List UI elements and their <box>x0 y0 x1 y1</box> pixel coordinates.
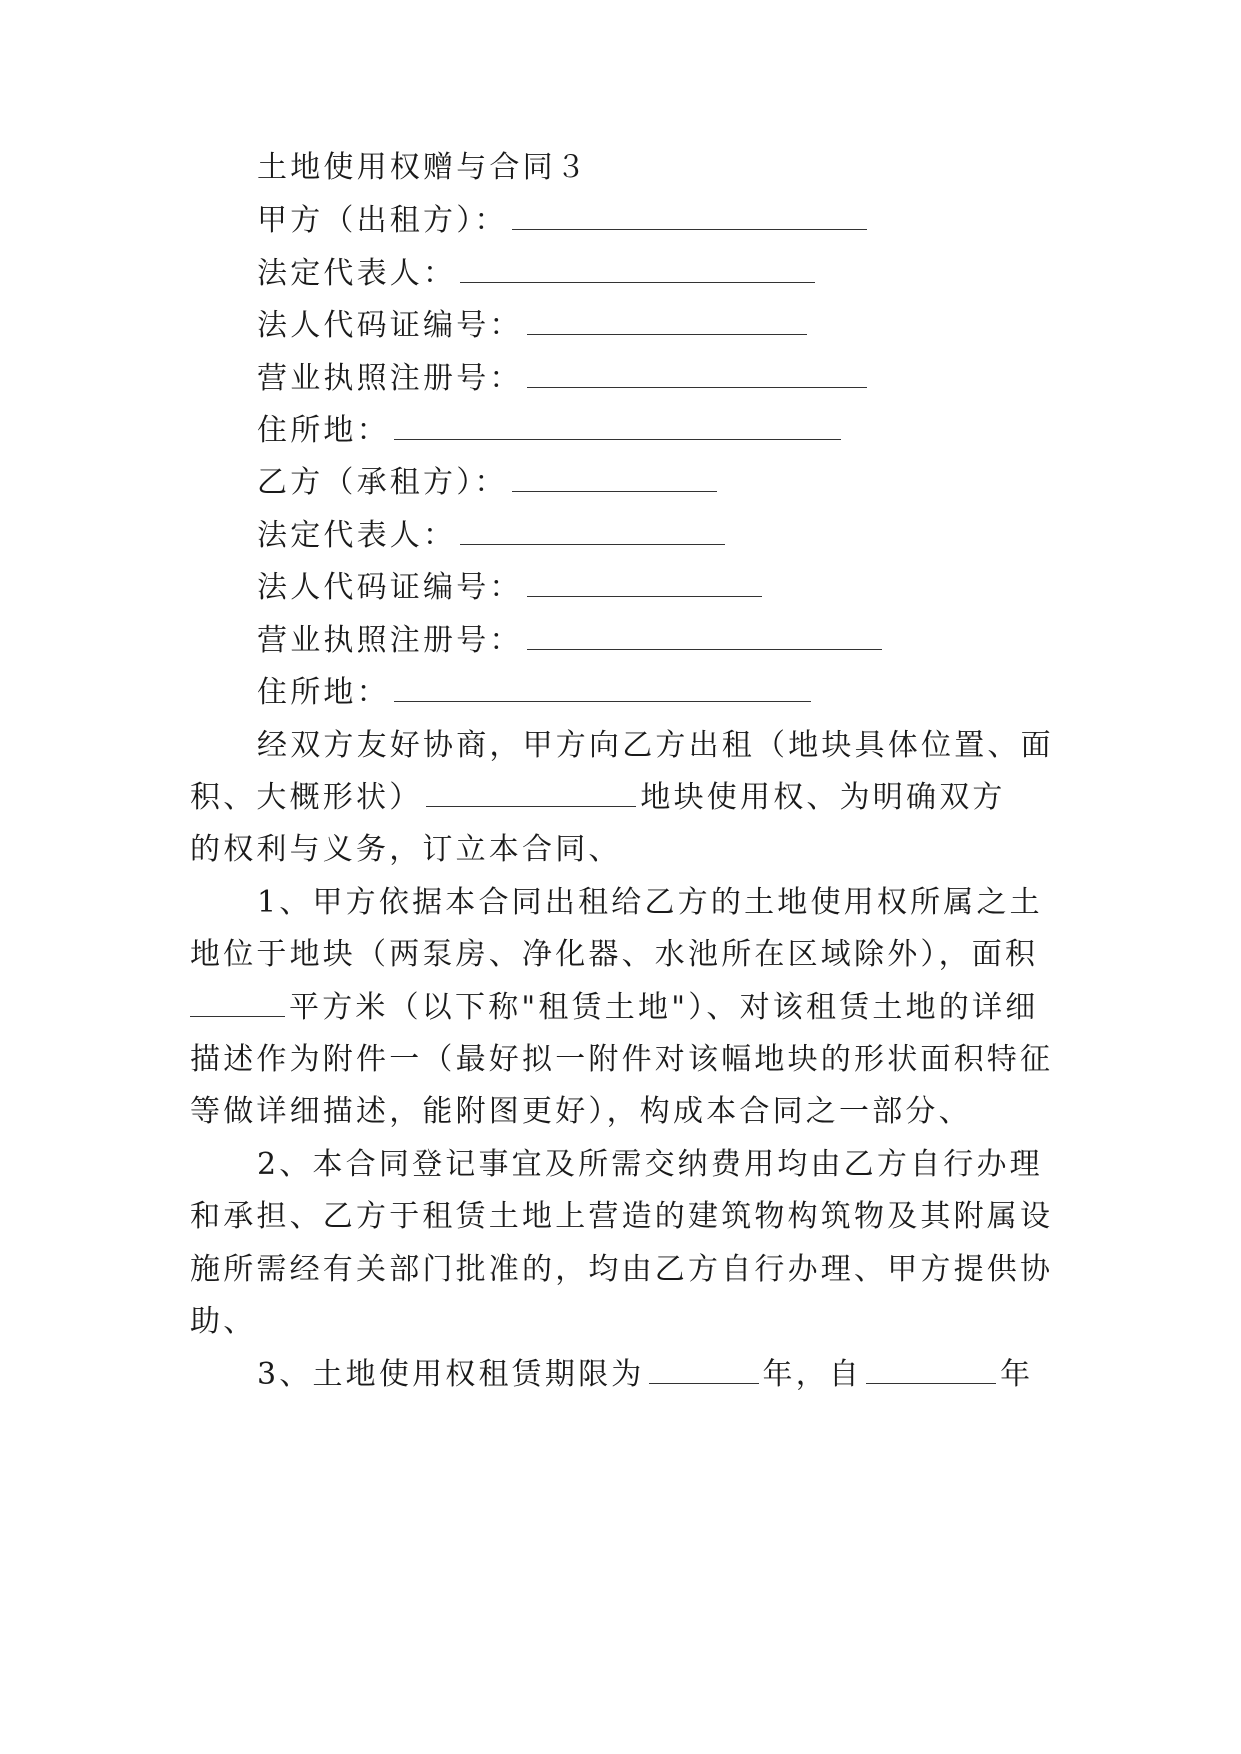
clause2-line-1: 2、本合同登记事宜及所需交纳费用均由乙方自行办理 <box>257 1147 1043 1182</box>
party-b-license-row <box>257 621 882 661</box>
party-a-address-row <box>257 411 841 451</box>
start-year-blank[interactable] <box>866 1359 996 1384</box>
party-a-blank[interactable] <box>512 205 867 230</box>
party-a-rep-row <box>257 254 815 294</box>
clause1-line-5: 等做详细描述，能附图更好），构成本合同之一部分、 <box>190 1094 972 1129</box>
party-b-rep-blank[interactable] <box>460 520 725 545</box>
clause1-line-3-text: 平方米（以下称"租赁土地"）、对该租赁土地的详细 <box>289 990 1039 1025</box>
party-b-code-label: 法人代码证编号： <box>257 570 523 605</box>
intro-line-2-b: 地块使用权、为明确双方 <box>640 780 1006 815</box>
clause1-line-3 <box>190 988 1038 1028</box>
party-a-rep-label: 法定代表人： <box>257 256 457 291</box>
party-b-address-row <box>257 673 811 713</box>
party-b-code-row <box>257 568 762 608</box>
area-blank[interactable] <box>190 992 285 1017</box>
party-b-row <box>257 463 717 503</box>
clause3-text-b: 年，自 <box>762 1357 863 1392</box>
clause3-text-a: 3、土地使用权租赁期限为 <box>257 1357 645 1392</box>
clause1-line-1: 1、甲方依据本合同出租给乙方的土地使用权所属之土 <box>257 885 1043 920</box>
party-b-address-label: 住所地： <box>257 675 390 710</box>
party-b-address-blank[interactable] <box>394 677 811 702</box>
party-a-label: 甲方（出租方）： <box>257 203 508 238</box>
clause1-line-2: 地位于地块（两泵房、净化器、水池所在区域除外），面积 <box>190 937 1039 972</box>
party-a-row <box>257 201 867 241</box>
location-blank[interactable] <box>426 782 636 807</box>
party-b-code-blank[interactable] <box>527 572 762 597</box>
clause3-line-1 <box>257 1355 1033 1395</box>
term-years-blank[interactable] <box>649 1359 759 1384</box>
document-title: 土地使用权赠与合同３ <box>257 150 589 185</box>
party-b-rep-label: 法定代表人： <box>257 518 457 553</box>
party-a-code-blank[interactable] <box>527 310 807 335</box>
party-b-license-label: 营业执照注册号： <box>257 623 523 658</box>
party-a-address-blank[interactable] <box>394 415 841 440</box>
clause2-line-2: 和承担、乙方于租赁土地上营造的建筑物构筑物及其附属设 <box>190 1199 1054 1234</box>
intro-line-2 <box>190 778 1006 818</box>
party-a-rep-blank[interactable] <box>460 258 815 283</box>
clause2-line-3: 施所需经有关部门批准的，均由乙方自行办理、甲方提供协 <box>190 1252 1054 1287</box>
clause1-line-4: 描述作为附件一（最好拟一附件对该幅地块的形状面积特征 <box>190 1042 1054 1077</box>
intro-line-2-a: 积、大概形状） <box>190 780 423 815</box>
party-a-code-label: 法人代码证编号： <box>257 308 523 343</box>
clause2-line-4: 助、 <box>190 1304 257 1339</box>
party-b-license-blank[interactable] <box>527 625 882 650</box>
party-a-license-blank[interactable] <box>527 363 867 388</box>
party-a-license-row <box>257 359 867 399</box>
party-b-blank[interactable] <box>512 467 717 492</box>
party-a-address-label: 住所地： <box>257 413 390 448</box>
party-b-label: 乙方（承租方）： <box>257 465 508 500</box>
party-a-license-label: 营业执照注册号： <box>257 361 523 396</box>
party-a-code-row <box>257 306 807 346</box>
intro-line-3: 的权利与义务，订立本合同、 <box>190 832 622 867</box>
clause3-text-c: 年 <box>1000 1357 1034 1392</box>
intro-line-1: 经双方友好协商，甲方向乙方出租（地块具体位置、面 <box>257 728 1054 763</box>
party-b-rep-row <box>257 516 725 556</box>
